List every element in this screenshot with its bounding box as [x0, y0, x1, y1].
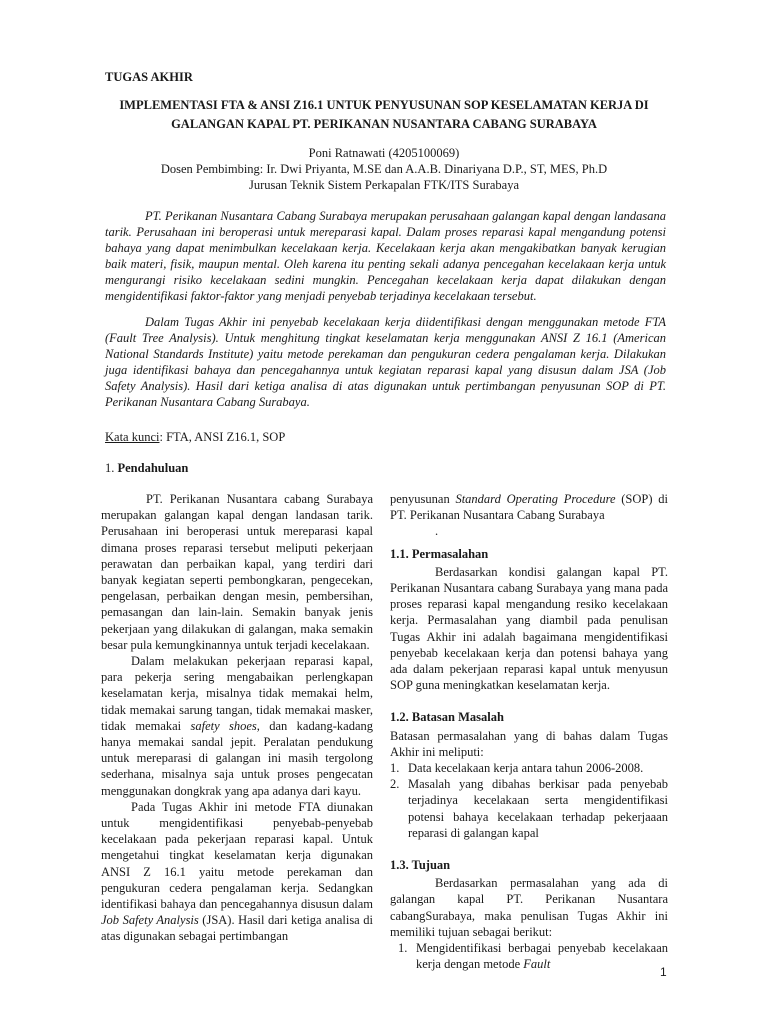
emphasis-text: Fault [523, 957, 551, 972]
stray-dot: . [435, 524, 439, 539]
title-line: GALANGAN KAPAL PT. PERIKANAN NUSANTARA CABANG SURABAYA [171, 117, 597, 131]
department-line: Jurusan Teknik Sistem Perkapalan FTK/ITS Surabaya [248, 178, 520, 192]
title-line: IMPLEMENTASI FTA & ANSI Z16.1 UNTUK PENYUSUNAN SOP KESELAMATAN KERJA DI [119, 98, 649, 112]
body-paragraph [101, 653, 373, 799]
list-text: Mengidentifikasi berbagai penyebab kecelakaan kerja dengan metode [416, 941, 668, 972]
body-paragraph: Batasan permasalahan yang di bahas dalam Tugas Akhir ini meliputi: [390, 728, 668, 759]
objectives-list [390, 940, 668, 972]
text-run: Pada Tugas Akhir ini metode FTA diunakan untuk mengidentifikasi penyebab-penyebab kecelakaan pada pekerjaan reparasi kapal. Untuk mengetahui tingkat keselamatan kerja digunakan ANSI Z 16.1 yaitu metode perekaman dan pengukuran cedera pengalaman kerja. Sedangkan identifikasi bahaya dan pencegahannya disusun dalam [101, 799, 373, 912]
body-paragraph: Berdasarkan kondisi galangan kapal PT. Perikanan Nusantara cabang Surabaya yang mana pada proses reparasi kapal mengandung resiko kecelakaan kerja. Permasalahan yang diambil pada penulisan Tugas Akhir ini adalah bagaimana mengidentifikasi penyebab kecelakaan kerja dan potensi bahaya yang ada dalam pekerjaan reparasi kapal untuk menyusun SOP guna meningkatkan keselamatan kerja. [390, 564, 668, 693]
list-number: 1. [398, 941, 408, 956]
body-paragraph [101, 799, 373, 945]
list-item [398, 940, 668, 972]
document-title [100, 96, 668, 134]
list-item [390, 760, 668, 776]
text-run: (SOP) di PT. Perikanan Nusantara Cabang Surabaya [390, 492, 668, 523]
emphasis-text: Standard Operating Procedure [455, 492, 616, 506]
body-paragraph: PT. Perikanan Nusantara cabang Surabaya merupakan galangan kapal dengan landasan tarik. Perusahaan ini beroperasi untuk mereparasi kapal dimana proses reparasi tersebut meliputi pekerjaan perawatan dan perbaikan kapal, yang terdiri dari banyak kegiatan seperti pembongkaran, pengecekan, pengelasan, perbaikan dengan mesin, pembersihan, pemasangan dan lain-lain. Semakin banyak jenis pekerjaan yang dilakukan di galangan, maka semakin besar pula kemungkinannya untuk terjadi kecelakaan. [101, 492, 373, 652]
text-run: (JSA). Hasil dari ketiga analisa di atas digunakan sebagai pertimbangan [101, 913, 373, 944]
section-heading [105, 461, 188, 476]
emphasis-text: Job Safety Analysis [101, 913, 199, 928]
section-title: Pendahuluan [117, 461, 189, 475]
section-separator: . [111, 461, 118, 475]
text-run: Dalam melakukan pekerjaan reparasi kapal, para pekerja sering mengabaikan perlengkapan keselamatan kerja, misalnya tidak memakai helm, tidak memakai sarung tangan, tidak memakai masker, tidak memakai [101, 654, 373, 733]
author-name: Poni Ratnawati (4205100069) [308, 146, 460, 160]
subsection-heading: 1.1. Permasalahan [390, 546, 489, 561]
body-paragraph [390, 491, 668, 523]
list-item [390, 776, 668, 841]
text-run: , dan kadang-kadang hanya memakai sandal jepit. Peralatan pendukung untuk mereparasi di galangan ini masih tergolong sederhana, misalnya saja untuk proses pengecatan menggunakan dongkrak yang apa adanya dari kayu. [101, 718, 373, 798]
keywords-separator: : [159, 430, 167, 444]
list-text: Data kecelakaan kerja antara tahun 2006-2008. [408, 761, 644, 776]
limitations-list [390, 760, 668, 841]
keywords-value: FTA, ANSI Z16.1, SOP [166, 430, 286, 444]
subsection-heading: 1.2. Batasan Masalah [390, 710, 504, 725]
list-text: Masalah yang dibahas berkisar pada penyebab terjadinya kecelakaan serta mengidentifikasi potensi bahaya kecelakaan terhadap pekerjaaan reparasi di galangan kapal [408, 777, 668, 840]
text-run: penyusunan [390, 492, 456, 506]
author-block [100, 145, 668, 193]
supervisor-line: Dosen Pembimbing: Ir. Dwi Priyanta, M.SE dan A.A.B. Dinariyana D.P., ST, MES, Ph.D [160, 162, 608, 176]
abstract-paragraph: PT. Perikanan Nusantara Cabang Surabaya merupakan perusahaan galangan kapal dengan landasana tarik. Perusahaan ini beroperasi untuk mereparasi kapal. Dalam proses reparasi kapal mengandung potensi bahaya yang dapat menimbulkan kecelakaan kerja. Kecelakaan kerja akan mengakibatkan banyak kerugian baik materi, fisik, maupun mental. Oleh karena itu penting sekali adanya pencegahan kecelakaan kerja untuk mengurangi risiko kecelakaan sedini mungkin. Pencegahan kecelakaan kerja dapat dilakukan dengan mengidentifikasi faktor-faktor yang menjadi penyebab terjadinya kecelakaan tersebut. [105, 209, 666, 303]
abstract-paragraph: Dalam Tugas Akhir ini penyebab kecelakaan kerja diidentifikasi dengan menggunakan metode FTA (Fault Tree Analysis). Untuk menghitung tingkat keselamatan kerja menggunakan ANSI Z 16.1 (American National Standards Institute) yaitu metode perekaman dan pengukuran cedera pengalaman kerja. Dilakukan juga identifikasi bahaya dan pencegahannya untuk kegiatan reparasi kapal yang disusun dalam JSA (Job Safety Analysis). Hasil dari ketiga analisa di atas digunakan untuk pertimbangan penyusunan SOP di PT. Perikanan Nusantara Cabang Surabaya. [105, 315, 666, 409]
document-label: TUGAS AKHIR [105, 70, 193, 84]
right-column [390, 491, 668, 972]
list-number: 2. [390, 777, 400, 792]
keywords-line [105, 430, 285, 445]
left-column [101, 491, 373, 945]
abstract [105, 208, 666, 420]
subsection-heading: 1.3. Tujuan [390, 858, 451, 873]
emphasis-text: safety shoes [190, 718, 257, 733]
body-paragraph: Berdasarkan permasalahan yang ada di galangan kapal PT. Perikanan Nusantara cabangSurabaya, maka penulisan Tugas Akhir ini memiliki tujuan sebagai berikut: [390, 876, 668, 939]
list-number: 1. [390, 761, 400, 776]
page-number: 1 [660, 965, 667, 979]
section-number: 1 [105, 461, 112, 475]
keywords-label: Kata kunci [105, 430, 160, 444]
